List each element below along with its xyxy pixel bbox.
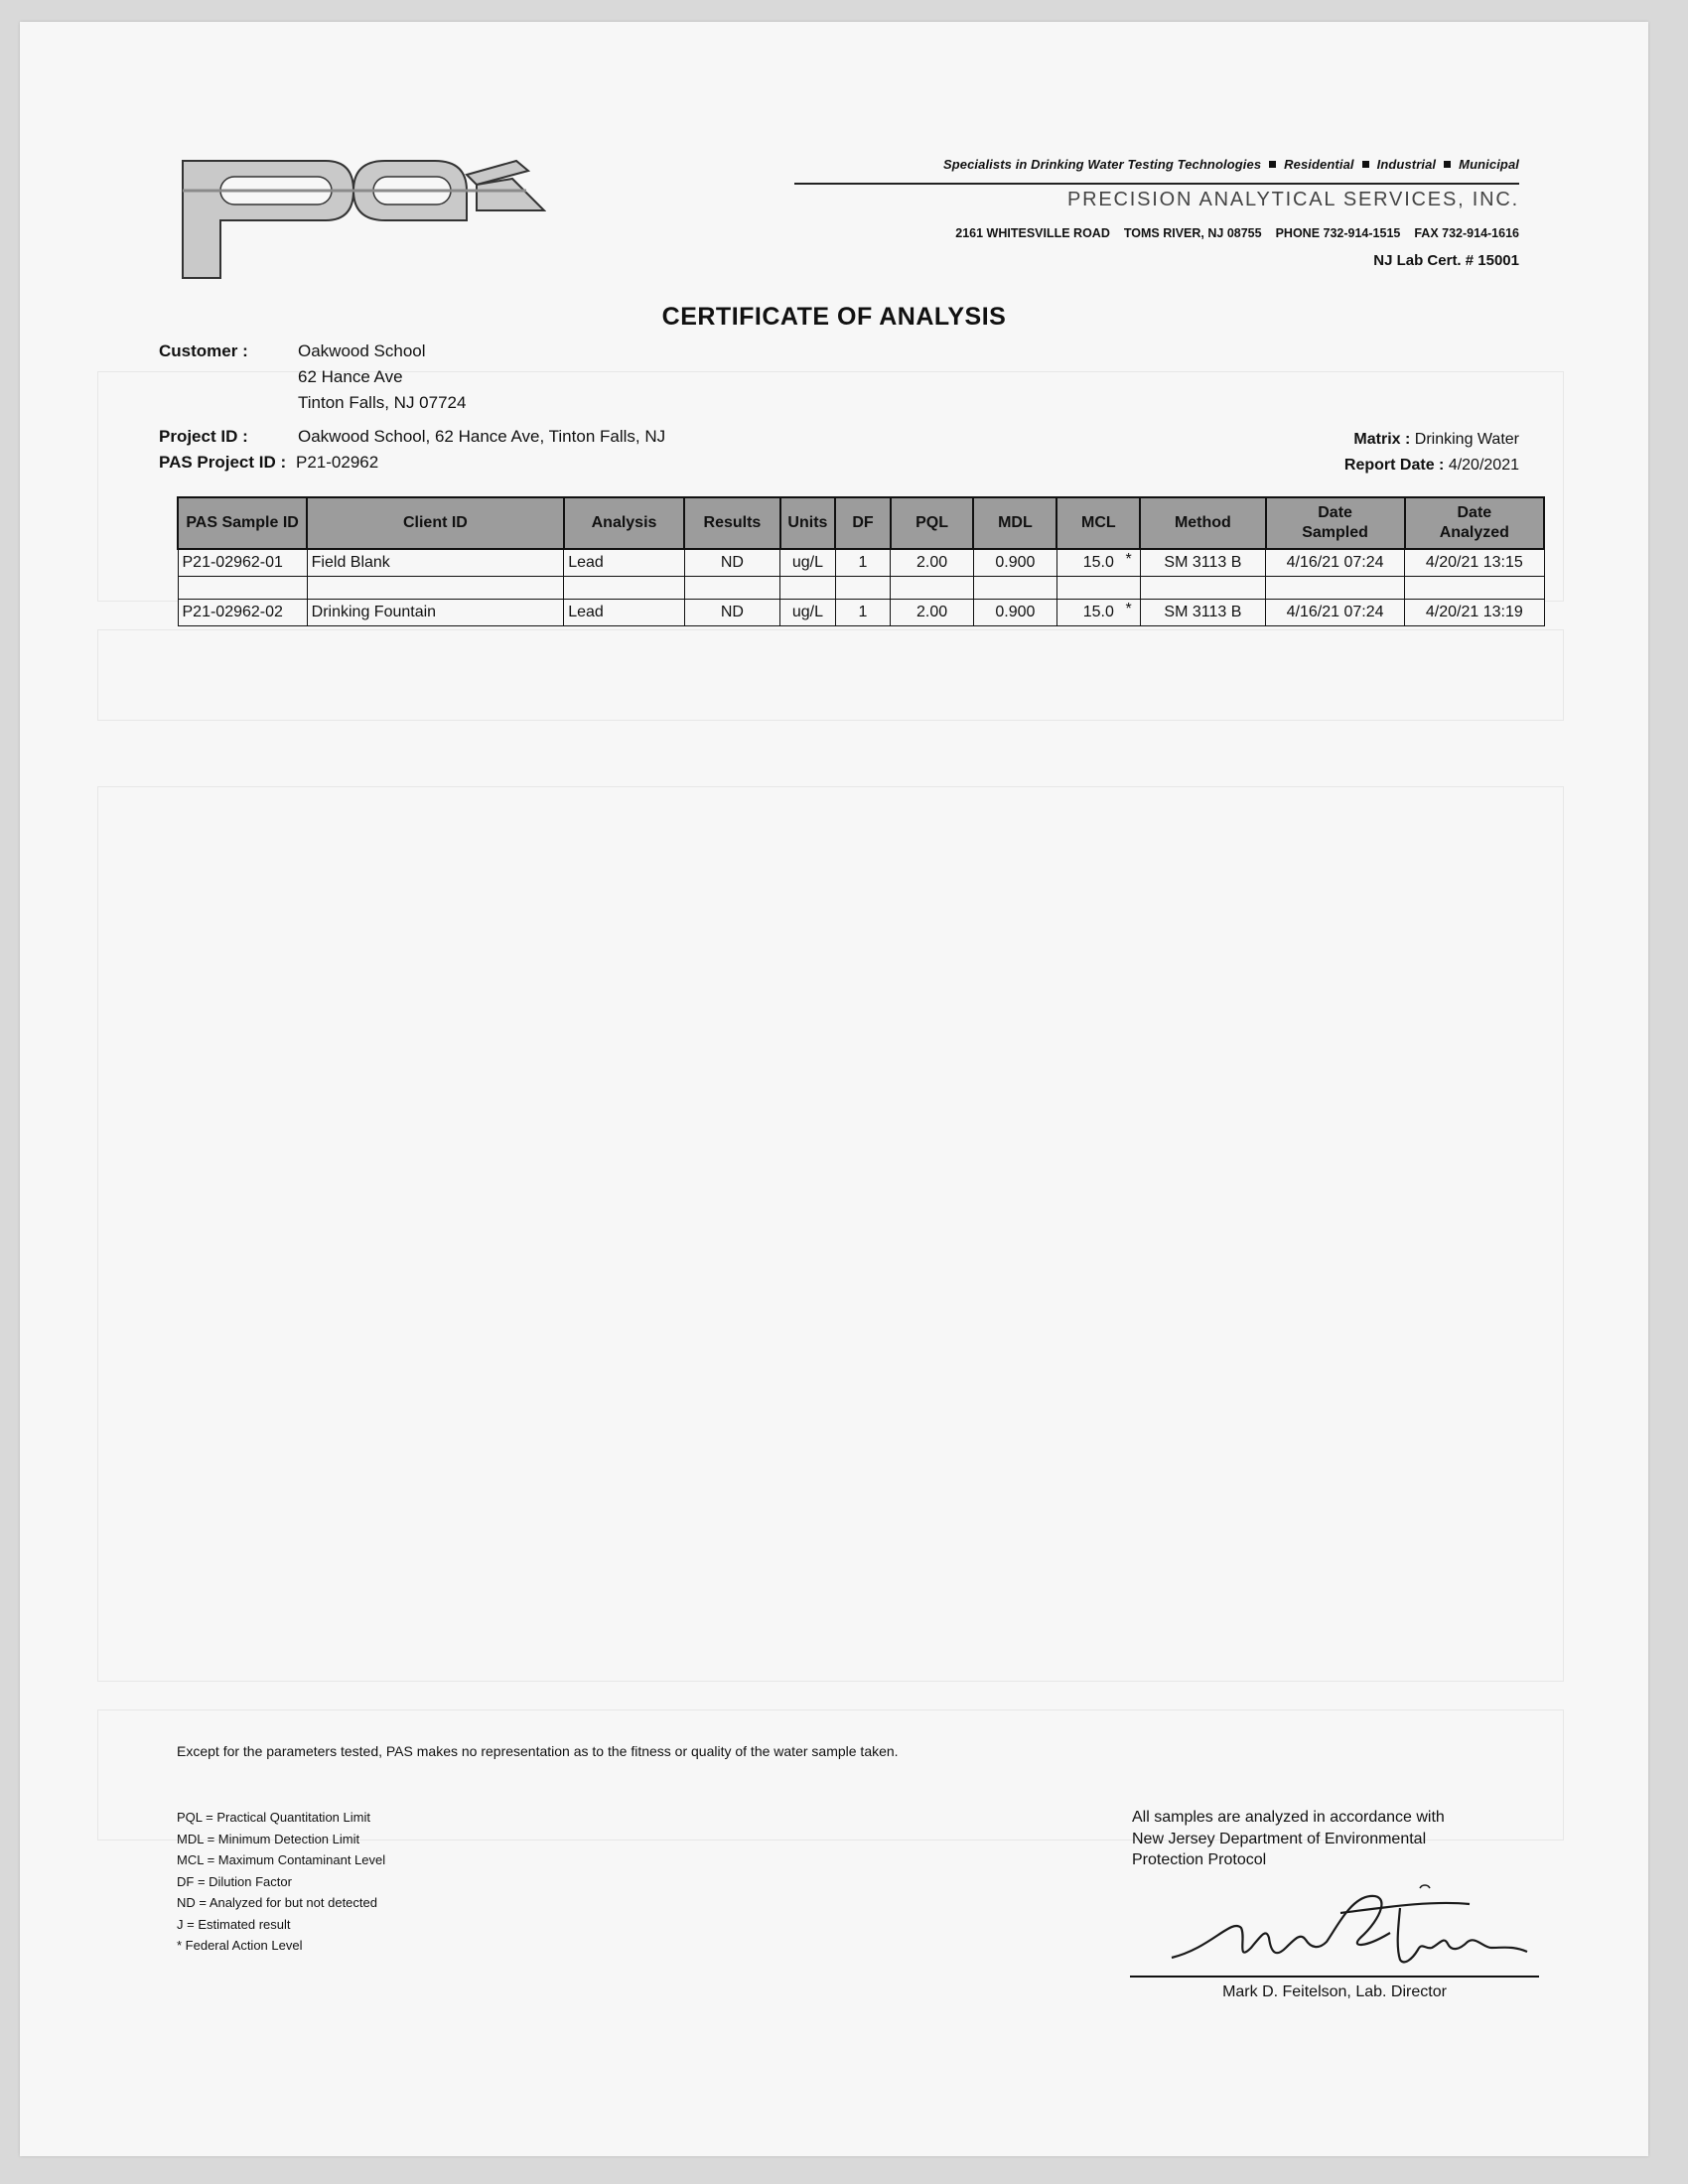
bullet-square-icon	[1269, 161, 1276, 168]
spacer-cell	[1405, 577, 1544, 600]
header-method: Method	[1140, 497, 1265, 549]
header-mdl: MDL	[973, 497, 1056, 549]
header-sample-id: PAS Sample ID	[178, 497, 307, 549]
matrix-value: Drinking Water	[1414, 431, 1519, 448]
legend-item: MDL = Minimum Detection Limit	[177, 1831, 360, 1846]
header-date-analyzed	[1405, 497, 1544, 549]
tagline-residential: Residential	[1284, 157, 1354, 172]
cell-sample-id: P21-02962-02	[178, 600, 307, 626]
address-city: TOMS RIVER, NJ 08755	[1123, 226, 1262, 240]
spacer-cell	[684, 577, 779, 600]
accordance-line: New Jersey Department of Environmental	[1132, 1830, 1427, 1847]
document-title: CERTIFICATE OF ANALYSIS	[661, 303, 1007, 331]
report-date-value: 4/20/2021	[1448, 457, 1519, 474]
disclaimer: Except for the parameters tested, PAS makes no representation as to the fitness or quality of the water sample taken.	[177, 1743, 899, 1759]
cell-results: ND	[684, 600, 779, 626]
report-date-label: Report Date :	[1343, 457, 1445, 474]
cell-client-id: Drinking Fountain	[307, 600, 564, 626]
cell-df: 1	[835, 549, 890, 577]
header-date-sampled-line2: Sampled	[1302, 524, 1368, 541]
pas-project-id-label: PAS Project ID :	[159, 453, 287, 472]
bullet-square-icon	[1362, 161, 1369, 168]
signer-name: Mark D. Feitelson, Lab. Director	[1222, 1983, 1447, 2000]
table-header-row	[178, 497, 1544, 549]
cell-analysis: Lead	[564, 600, 685, 626]
header-client-id: Client ID	[307, 497, 564, 549]
report-page	[20, 22, 1648, 2156]
cell-results: ND	[684, 549, 779, 577]
cell-mdl: 0.900	[973, 600, 1056, 626]
cell-units: ug/L	[780, 600, 836, 626]
cell-mcl	[1056, 600, 1140, 626]
company-address	[955, 226, 1519, 240]
matrix	[1353, 431, 1519, 449]
address-fax: FAX 732-914-1616	[1414, 226, 1519, 240]
header-date-sampled	[1266, 497, 1405, 549]
spacer-cell	[564, 577, 685, 600]
legend-item: PQL = Practical Quantitation Limit	[177, 1810, 370, 1825]
spacer-cell	[780, 577, 836, 600]
project-id-label: Project ID :	[159, 427, 248, 446]
header-date-sampled-line1: Date	[1318, 504, 1352, 521]
customer-street: 62 Hance Ave	[298, 367, 403, 386]
federal-action-flag: *	[1125, 551, 1132, 568]
results-table	[177, 496, 1545, 626]
cell-units: ug/L	[780, 549, 836, 577]
legend-item: ND = Analyzed for but not detected	[177, 1895, 377, 1910]
cell-date-sampled: 4/16/21 07:24	[1266, 600, 1405, 626]
header-results: Results	[684, 497, 779, 549]
cell-mdl: 0.900	[973, 549, 1056, 577]
spacer-cell	[1140, 577, 1265, 600]
customer-name: Oakwood School	[298, 341, 426, 360]
cell-date-analyzed: 4/20/21 13:19	[1405, 600, 1544, 626]
header-pql: PQL	[891, 497, 974, 549]
table-spacer-row	[178, 577, 1544, 600]
spacer-cell	[973, 577, 1056, 600]
table-row	[178, 600, 1544, 626]
cell-client-id: Field Blank	[307, 549, 564, 577]
pas-project-id-value: P21-02962	[296, 453, 379, 472]
header-date-analyzed-line2: Analyzed	[1439, 524, 1509, 541]
cell-pql: 2.00	[891, 600, 974, 626]
pas-logo-icon	[179, 151, 546, 290]
cell-mcl	[1056, 549, 1140, 577]
address-phone: PHONE 732-914-1515	[1275, 226, 1401, 240]
cell-method: SM 3113 B	[1140, 600, 1265, 626]
signature-icon	[1152, 1878, 1549, 1987]
lab-cert: NJ Lab Cert. # 15001	[1373, 252, 1519, 269]
matrix-label: Matrix :	[1353, 431, 1411, 448]
legend-item: J = Estimated result	[177, 1916, 291, 1932]
tagline	[943, 157, 1519, 172]
header-df: DF	[835, 497, 890, 549]
cell-date-analyzed: 4/20/21 13:15	[1405, 549, 1544, 577]
header-units: Units	[780, 497, 836, 549]
accordance-line: Protection Protocol	[1132, 1851, 1267, 1868]
cell-method: SM 3113 B	[1140, 549, 1265, 577]
company-name: PRECISION ANALYTICAL SERVICES, INC.	[1067, 189, 1519, 210]
bullet-square-icon	[1444, 161, 1451, 168]
bleed-through-box	[97, 786, 1564, 1682]
cell-mcl-value: 15.0	[1082, 604, 1114, 620]
tagline-industrial: Industrial	[1376, 157, 1437, 172]
spacer-cell	[835, 577, 890, 600]
customer-label: Customer :	[159, 341, 248, 360]
cell-analysis: Lead	[564, 549, 685, 577]
header-date-analyzed-line1: Date	[1457, 504, 1492, 521]
cell-mcl-value: 15.0	[1082, 554, 1114, 571]
cell-date-sampled: 4/16/21 07:24	[1266, 549, 1405, 577]
spacer-cell	[891, 577, 974, 600]
header-analysis: Analysis	[564, 497, 685, 549]
spacer-cell	[1266, 577, 1405, 600]
cell-pql: 2.00	[891, 549, 974, 577]
header-mcl: MCL	[1056, 497, 1140, 549]
customer-city: Tinton Falls, NJ 07724	[298, 393, 467, 412]
legend-item: * Federal Action Level	[177, 1938, 303, 1953]
legend-item: DF = Dilution Factor	[177, 1873, 292, 1889]
accordance-statement	[1132, 1807, 1509, 1871]
abbreviation-legend	[177, 1807, 385, 1957]
spacer-cell	[307, 577, 564, 600]
accordance-line: All samples are analyzed in accordance with	[1132, 1809, 1445, 1826]
cell-sample-id: P21-02962-01	[178, 549, 307, 577]
spacer-cell	[1056, 577, 1140, 600]
report-date	[1344, 457, 1519, 475]
signature-line	[1130, 1976, 1539, 1978]
header-rule	[794, 183, 1519, 185]
project-id-value: Oakwood School, 62 Hance Ave, Tinton Falls, NJ	[298, 427, 666, 446]
address-street: 2161 WHITESVILLE ROAD	[955, 226, 1110, 240]
legend-item: MCL = Maximum Contaminant Level	[177, 1852, 386, 1867]
tagline-municipal: Municipal	[1459, 157, 1519, 172]
bleed-through-box	[97, 629, 1564, 721]
tagline-specialty: Specialists in Drinking Water Testing Technologies	[942, 157, 1262, 172]
table-row	[178, 549, 1544, 577]
spacer-cell	[178, 577, 307, 600]
cell-df: 1	[835, 600, 890, 626]
federal-action-flag: *	[1125, 601, 1132, 617]
